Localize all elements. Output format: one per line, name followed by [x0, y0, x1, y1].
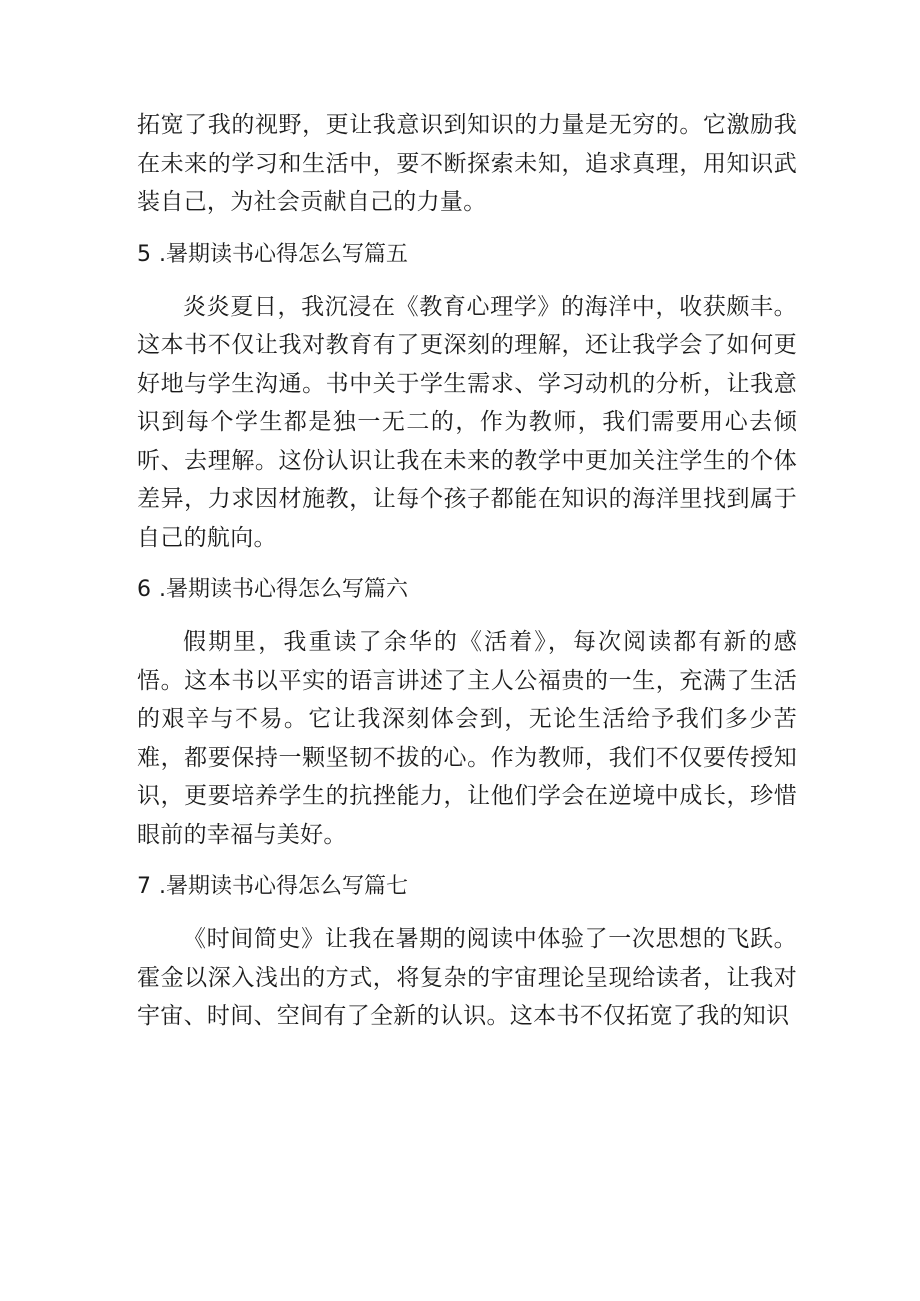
section-title: .暑期读书心得怎么写篇七 — [159, 874, 408, 899]
paragraph-continued: 拓宽了我的视野，更让我意识到知识的力量是无穷的。它激励我在未来的学习和生活中，要不断探索未知，追求真理，用知识武装自己，为社会贡献自己的力量。 — [137, 112, 797, 215]
document-body — [137, 106, 797, 1036]
section-heading-5 — [137, 222, 797, 288]
paragraph-section-5: 炎炎夏日，我沉浸在《教育心理学》的海洋中，收获颇丰。这本书不仅让我对教育有了更深刻的理解，还让我学会了如何更好地与学生沟通。书中关于学生需求、学习动机的分析，让我意识到每个学生都是独一无二的，作为教师，我们需要用心去倾听、去理解。这份认识让我在未来的教学中更加关注学生的个体差异，力求因材施教，让每个孩子都能在知识的海洋里找到属于自己的航向。 — [137, 293, 797, 551]
section-title: .暑期读书心得怎么写篇六 — [159, 577, 408, 602]
section-heading-7 — [137, 854, 797, 920]
paragraph-section-7: 《时间简史》让我在暑期的阅读中体验了一次思想的飞跃。霍金以深入浅出的方式，将复杂的宇宙理论呈现给读者，让我对宇宙、时间、空间有了全新的认识。这本书不仅拓宽了我的知识 — [137, 926, 797, 1029]
section-number: 7 — [137, 874, 151, 899]
paragraph-section-6: 假期里，我重读了余华的《活着》，每次阅读都有新的感悟。这本书以平实的语言讲述了主人公福贵的一生，充满了生活的艰辛与不易。它让我深刻体会到，无论生活给予我们多少苦难，都要保持一颗坚韧不拔的心。作为教师，我们不仅要传授知识，更要培养学生的抗挫能力，让他们学会在逆境中成长，珍惜眼前的幸福与美好。 — [137, 629, 797, 848]
section-number: 6 — [137, 577, 151, 602]
section-number: 5 — [137, 241, 151, 267]
section-title: .暑期读书心得怎么写篇五 — [159, 241, 408, 267]
section-heading-6 — [137, 557, 797, 623]
